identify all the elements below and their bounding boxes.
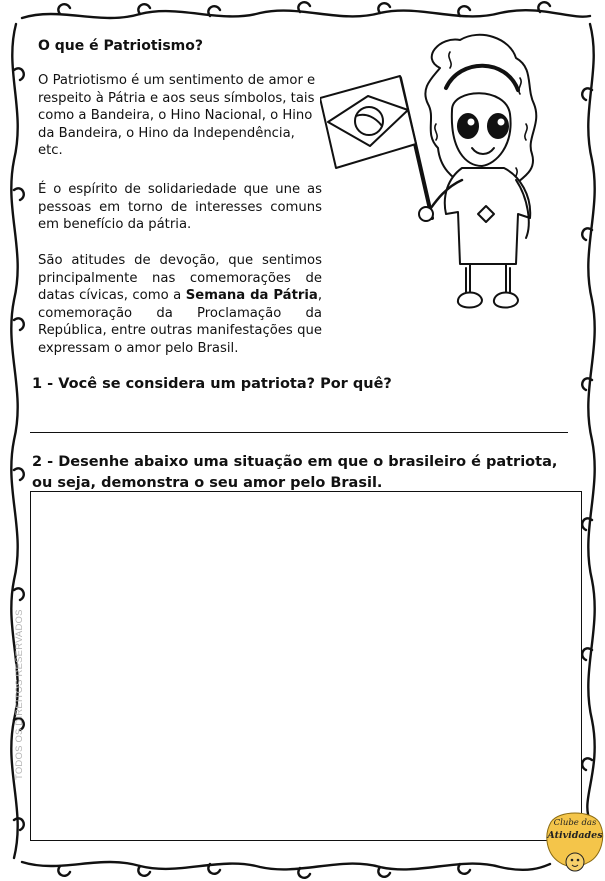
question-1: 1 - Você se considera um patriota? Por quê? [32,376,392,392]
question-2: 2 - Desenhe abaixo uma situação em que o brasileiro é patriota, ou seja, demonstra o seu amor pelo Brasil. [32,454,558,491]
logo-text-line1: Clube das [553,818,597,828]
semana-da-patria-emphasis: Semana da Pátria [185,288,318,303]
girl-with-brazil-flag-illustration [320,28,540,328]
paragraph-civic-dates-start: São atitudes de devoção, que sentimos principalmente nas comemorações de datas cívicas, como a [38,253,322,303]
copyright-watermark: TODOS OS DIREITOS RESERVADOS [14,609,25,780]
drawing-area[interactable] [30,491,582,841]
page-title: O que é Patriotismo? [38,38,203,54]
paragraph-definition: O Patriotismo é um sentimento de amor e respeito à Pátria e aos seus símbolos, tais como a Bandeira, o Hino Nacional, o Hino da Bandeira, o Hino da Independência, etc. [38,73,316,158]
clube-das-atividades-logo [545,808,605,876]
paragraph-solidarity: É o espírito de solidariedade que une as pessoas em torno de interesses comuns em benefício da pátria. [38,182,322,232]
answer-line[interactable] [30,432,568,433]
logo-text-line2: Atividades [547,830,603,841]
paragraph-civic-dates [38,252,322,357]
paragraph-civic-dates-end: , comemoração da Proclamação da República, entre outras manifestações que expressam o amor pelo Brasil. [38,288,323,356]
